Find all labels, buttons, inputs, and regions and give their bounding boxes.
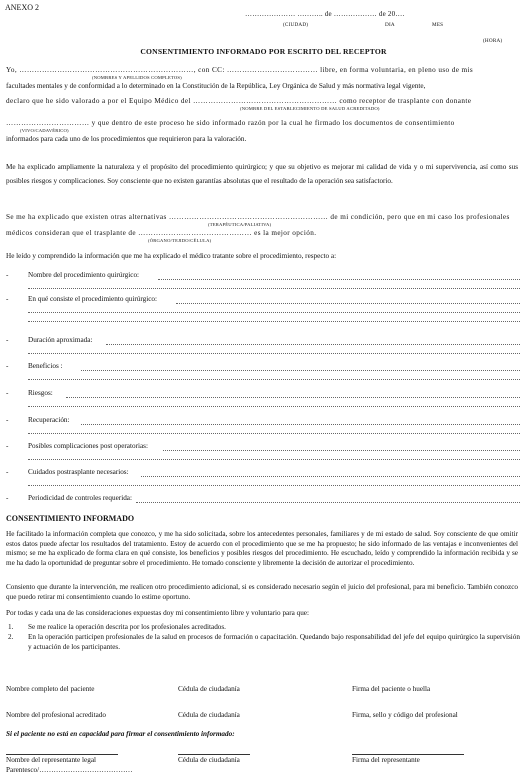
bullet: - (6, 468, 9, 476)
list-item-risks (6, 389, 520, 407)
patient-id-label: Cédula de ciudadanía (178, 685, 240, 693)
bullet: - (6, 416, 9, 424)
annex-label: ANEXO 2 (5, 3, 39, 12)
page-title: CONSENTIMIENTO INFORMADO POR ESCRITO DEL RECEPTOR (140, 47, 387, 56)
fill-line (28, 433, 520, 434)
incapacity-note: Si el paciente no está en capacidad para firmar el consentimiento informado: (6, 730, 235, 738)
intro-line-3: declaro que he sido valorado a por el Equipo Médico del ………………………………………………… como receptor de trasplante con donante (6, 97, 472, 105)
fill-line (28, 485, 520, 486)
section-heading-consent: CONSENTIMIENTO INFORMADO (6, 514, 135, 523)
consent-for-paragraph: Por todas y cada una de las consideraciones expuestas doy mi consentimiento libre y voluntario para que: (6, 609, 309, 617)
alternatives-line-1: Se me ha explicado que existen otras alternativas ……………………………………………………… de mi condición, pero que en mi caso los profesionales (6, 213, 510, 221)
hint-donor-type: (VIVO/CADAVÉRICO) (20, 128, 69, 133)
hour-label: (HORA) (483, 38, 503, 44)
date-line: ………………… ……….. de ……………… de 20…. (245, 10, 405, 18)
item-label: Riesgos: (28, 389, 53, 397)
fill-line (28, 312, 520, 313)
fill-line (136, 502, 520, 503)
professional-signature-label: Firma, sello y código del profesional (352, 711, 458, 719)
list-item-benefits (6, 362, 520, 380)
fill-line (176, 303, 520, 304)
fill-line (28, 321, 520, 322)
bullet: - (6, 271, 9, 279)
item-number: 2. (8, 633, 14, 641)
bullet: - (6, 295, 9, 303)
representative-id-label: Cédula de ciudadanía (178, 756, 240, 764)
item-label: Nombre del procedimiento quirúrgico: (28, 271, 140, 279)
representative-kinship-label: Parentesco/………………………………… (6, 766, 133, 774)
professional-id-label: Cédula de ciudadanía (178, 711, 240, 719)
intro-line-4: …………………………… y que dentro de este proceso he sido informado razón por la cual he firmado los documentos de consentimiento (6, 119, 455, 127)
fill-line (28, 459, 520, 460)
explanation-paragraph: Me ha explicado ampliamente la naturaleza y el propósito del procedimiento quirúrgico; y que su objetivo es mejorar mi calidad de vida y o mi supervivencia, así como sus posibles riesgos y complicaciones. Soy consciente que no existen garantías absolutas que el resultado de la operación sea satisfactorio. (6, 163, 518, 185)
item-number: 1. (8, 623, 14, 631)
city-label: (CIUDAD) (283, 22, 309, 28)
fill-line (106, 344, 520, 345)
hint-organ: (ÓRGANO/TEJIDO/CÉLULA) (148, 238, 212, 243)
bullet: - (6, 494, 9, 502)
signature-line (6, 754, 118, 755)
list-item-post-transplant-care (6, 468, 520, 486)
facilitated-paragraph: He facilitado la información completa que conozco, y me ha sido solicitada, sobre los antecedentes personales, familiares y de mi estado de salud. Soy consciente de que omitir estos datos puede afectar los resultados del tratamiento. Estoy de acuerdo con el procedimiento que se me ha propuesto; he sido informado de las ventajas e inconvenientes del mismo; se me ha explicado de forma clara en qué consiste, los beneficios y posibles riesgos del procedimiento. He escuchado, leído y comprendido la información recibida y se me ha dado la oportunidad de preguntar sobre el procedimiento. He tomado consciente y libremente la decisión de autorizar el procedimiento. (6, 530, 518, 567)
bullet: - (6, 362, 9, 370)
fill-line (158, 279, 520, 280)
read-intro: He leído y comprendido la información que me ha explicado el médico tratante sobre el procedimiento, respecto a: (6, 252, 337, 260)
alternatives-line-2: médicos consideran que el trasplante de ……………………………………… es la mejor opción. (6, 229, 317, 237)
hint-therapy: (TERAPÉUTICA/PALIATIVA) (208, 222, 272, 227)
professional-name-label: Nombre del profesional acreditado (6, 711, 106, 719)
item-text: En la operación participen profesionales de la salud en procesos de formación o capacitación. Quedando bajo responsabilidad del jefe del equipo quirúrgico la supervisión y actuación de los participantes. (28, 633, 520, 651)
representative-signature-label: Firma del representante (352, 756, 420, 764)
month-label: MES (432, 22, 444, 28)
item-label: Beneficios : (28, 362, 63, 370)
bullet: - (6, 442, 9, 450)
fill-line (141, 476, 520, 477)
intro-line-5: informados para cada uno de los procedimientos que requirieron para la valoración. (6, 135, 247, 143)
representative-name-label: Nombre del representante legal (6, 756, 97, 764)
list-item-procedure-description (6, 295, 520, 327)
patient-name-label: Nombre completo del paciente (6, 685, 95, 693)
day-label: DIA (385, 22, 395, 28)
fill-line (81, 370, 520, 371)
item-label: En qué consiste el procedimiento quirúrgico: (28, 295, 158, 303)
item-label: Cuidados postrasplante necesarios: (28, 468, 129, 476)
intro-line-1: Yo, ……………………………………………………………, con CC: ……………………………… libre, en forma voluntaria, en pleno uso de mis (6, 66, 474, 74)
hint-establishment: (NOMBRE DEL ESTABLECIMIENTO DE SALUD ACREDITADO) (240, 106, 380, 111)
list-item-duration (6, 336, 520, 354)
hint-full-name: (NOMBRES Y APELLIDOS COMPLETOS) (92, 75, 182, 80)
bullet: - (6, 389, 9, 397)
item-label: Duración aproximada: (28, 336, 93, 344)
fill-line (28, 406, 520, 407)
fill-line (66, 397, 520, 398)
fill-line (81, 424, 520, 425)
signature-line (352, 754, 464, 755)
fill-line (28, 288, 520, 289)
fill-line (28, 379, 520, 380)
additional-consent-paragraph: Consiento que durante la intervención, me realicen otro procedimiento adicional, si es considerado necesario según el juicio del profesional, para mi beneficio. También conozco que puedo retirar mi consentimiento cuando lo estime oportuno. (6, 583, 518, 601)
item-label: Recuperación: (28, 416, 70, 424)
list-item-procedure-name (6, 271, 520, 289)
patient-signature-label: Firma del paciente o huella (352, 685, 431, 693)
fill-line (28, 353, 520, 354)
signature-line (178, 754, 250, 755)
intro-line-2: facultades mentales y de conformidad a lo determinado en la Constitución de la República, Ley Orgánica de Salud y más normativa legal vigente, (6, 82, 426, 90)
list-item-recovery (6, 416, 520, 434)
item-label: Periodicidad de controles requerida: (28, 494, 132, 502)
item-label: Posibles complicaciones post operatorias: (28, 442, 148, 450)
fill-line (163, 450, 520, 451)
bullet: - (6, 336, 9, 344)
list-item-control-frequency (6, 494, 520, 506)
item-text: Se me realice la operación descrita por los profesionales acreditados. (28, 623, 226, 631)
list-item-complications (6, 442, 520, 460)
